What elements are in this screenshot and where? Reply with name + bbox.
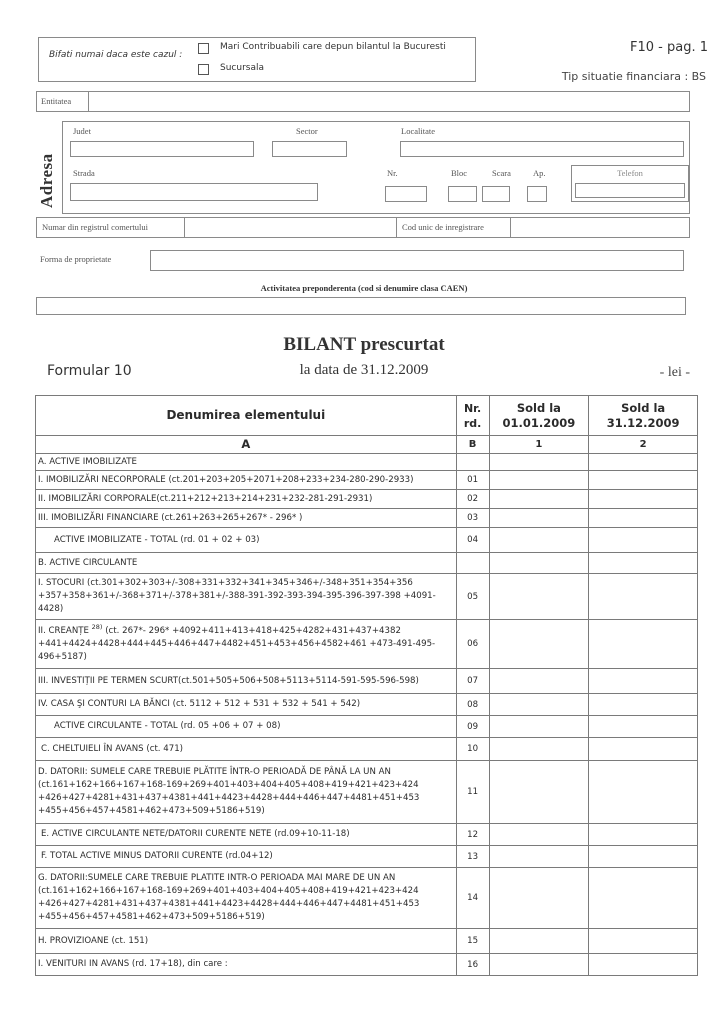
- address-title-text: Adresa: [37, 153, 56, 208]
- table-row: [36, 929, 698, 954]
- row-value-end[interactable]: [589, 574, 698, 620]
- row-value-start[interactable]: [489, 490, 589, 509]
- table-header-row: [36, 396, 698, 436]
- row-value-start[interactable]: [489, 716, 589, 738]
- row-nr: 04: [456, 528, 489, 553]
- row-value-start[interactable]: [489, 738, 589, 761]
- row-desc: I. STOCURI (ct.301+302+303+/-308+331+332+341+345+346+/-348+351+354+356 +357+358+361+/-368+371+/-378+381+/-388-391-392-393-394-395-396-397-398 +4091-4428): [36, 574, 457, 620]
- bloc-input[interactable]: [448, 186, 477, 202]
- row-value-end[interactable]: [589, 761, 698, 824]
- cui-label: Cod unic de inregistrare: [397, 218, 511, 237]
- row-value-end[interactable]: [589, 738, 698, 761]
- header-sold-end-line1: Sold la: [621, 400, 666, 415]
- row-desc: IV. CASA ŞI CONTURI LA BĂNCI (ct. 5112 + 512 + 531 + 532 + 541 + 542): [36, 694, 457, 716]
- row-value-end[interactable]: [589, 471, 698, 490]
- forma-proprietate-label: Forma de proprietate: [40, 254, 112, 264]
- registru-input[interactable]: [185, 218, 397, 237]
- row-nr: 15: [456, 929, 489, 954]
- row-value-end[interactable]: [589, 553, 698, 574]
- table-row: [36, 553, 698, 574]
- row-nr: 10: [456, 738, 489, 761]
- row-desc: II. IMOBILIZĂRI CORPORALE(ct.211+212+213+214+231+232-281-291-2931): [36, 490, 457, 509]
- row-value-start[interactable]: [489, 669, 589, 694]
- table-row: [36, 669, 698, 694]
- row-nr: 12: [456, 824, 489, 846]
- col-code-a: A: [36, 436, 457, 454]
- sector-input[interactable]: [272, 141, 347, 157]
- table-row-total: [36, 716, 698, 738]
- page-title: BILANT prescurtat: [283, 334, 445, 355]
- table-row: [36, 868, 698, 929]
- row-value-end[interactable]: [589, 669, 698, 694]
- row-value-start[interactable]: [489, 846, 589, 868]
- form-number: Formular 10: [47, 363, 132, 379]
- row-nr: 07: [456, 669, 489, 694]
- row-desc: [36, 620, 457, 669]
- col-code-1: 1: [489, 436, 589, 454]
- table-row: [36, 490, 698, 509]
- col-code-2: 2: [589, 436, 698, 454]
- report-date: la data de 31.12.2009: [299, 362, 429, 378]
- nr-label: Nr.: [387, 168, 398, 178]
- row-value-start[interactable]: [489, 761, 589, 824]
- telefon-box: [571, 165, 689, 202]
- row-desc: F. TOTAL ACTIVE MINUS DATORII CURENTE (rd.04+12): [36, 846, 457, 868]
- caen-label: Activitatea preponderenta (cod si denumire clasa CAEN): [260, 283, 468, 293]
- scara-label: Scara: [492, 168, 511, 178]
- nr-input[interactable]: [385, 186, 427, 202]
- row-nr: 09: [456, 716, 489, 738]
- table-row: [36, 620, 698, 669]
- row-desc: ACTIVE CIRCULANTE - TOTAL (rd. 05 +06 + 07 + 08): [36, 716, 457, 738]
- row-value-start[interactable]: [489, 528, 589, 553]
- header-sold-start-line2: 01.01.2009: [502, 415, 576, 430]
- row-value-end[interactable]: [589, 929, 698, 954]
- row-value-end[interactable]: [589, 490, 698, 509]
- header-sold-end: [589, 396, 698, 436]
- row-value-start[interactable]: [489, 553, 589, 574]
- row-value-start[interactable]: [489, 824, 589, 846]
- row-nr: 02: [456, 490, 489, 509]
- row-value-start[interactable]: [489, 868, 589, 929]
- footnote-ref: 28): [91, 622, 103, 631]
- header-nr-line1: Nr.: [463, 401, 482, 415]
- table-row: [36, 694, 698, 716]
- header-sold-start: [489, 396, 589, 436]
- row-nr: 08: [456, 694, 489, 716]
- checkbox-mari-contribuabili-label: Mari Contribuabili care depun bilantul la Bucuresti: [220, 42, 446, 52]
- judet-input[interactable]: [70, 141, 254, 157]
- row-value-start[interactable]: [489, 954, 589, 976]
- localitate-label: Localitate: [401, 126, 435, 136]
- row-value-end[interactable]: [589, 824, 698, 846]
- row-value-start[interactable]: [489, 929, 589, 954]
- header-denumire: Denumirea elementului: [36, 396, 457, 436]
- row-nr: 05: [456, 574, 489, 620]
- row-desc: A. ACTIVE IMOBILIZATE: [36, 454, 457, 471]
- balance-sheet-table: [35, 395, 698, 976]
- row-nr: 01: [456, 471, 489, 490]
- row-nr: 03: [456, 509, 489, 528]
- row-value-end[interactable]: [589, 846, 698, 868]
- sector-label: Sector: [296, 126, 318, 136]
- row-desc: H. PROVIZIOANE (ct. 151): [36, 929, 457, 954]
- row-value-start[interactable]: [489, 454, 589, 471]
- row-value-end[interactable]: [589, 509, 698, 528]
- row-value-end[interactable]: [589, 454, 698, 471]
- registru-label: Numar din registrul comertului: [37, 218, 185, 237]
- row-desc: B. ACTIVE CIRCULANTE: [36, 553, 457, 574]
- cui-input[interactable]: [511, 218, 689, 237]
- table-row: [36, 471, 698, 490]
- table-row: [36, 846, 698, 868]
- bloc-label: Bloc: [451, 168, 468, 178]
- row-nr: 11: [456, 761, 489, 824]
- table-row: [36, 738, 698, 761]
- row-value-end[interactable]: [589, 716, 698, 738]
- header-sold-start-line1: Sold la: [516, 400, 561, 415]
- table-row: [36, 824, 698, 846]
- table-row: [36, 574, 698, 620]
- forma-proprietate-input[interactable]: [150, 250, 684, 271]
- column-code-row: [36, 436, 698, 454]
- ap-input[interactable]: [527, 186, 547, 202]
- row-value-end[interactable]: [589, 868, 698, 929]
- currency-label: - lei -: [659, 365, 690, 380]
- row-value-start[interactable]: [489, 694, 589, 716]
- row-nr: [456, 454, 489, 471]
- row-value-end[interactable]: [589, 528, 698, 553]
- row-desc: ACTIVE IMOBILIZATE - TOTAL (rd. 01 + 02 + 03): [36, 528, 457, 553]
- table-row: [36, 454, 698, 471]
- row-value-end[interactable]: [589, 694, 698, 716]
- row-nr: [456, 553, 489, 574]
- row-desc: G. DATORII:SUMELE CARE TREBUIE PLATITE INTR-O PERIOADA MAI MARE DE UN AN (ct.161+162+166+167+168-169+269+401+403+404+405+408+419+421+423+424 +426+427+4281+431+437+4381+441+4423+4428+444+446+447+4481+451+453 +455+456+457+4581+462+473+509+5186+519): [36, 868, 457, 929]
- registry-row: [36, 217, 690, 238]
- telefon-input[interactable]: [575, 183, 685, 198]
- checkbox-sucursala-label: Sucursala: [220, 63, 264, 73]
- checkbox-sucursala[interactable]: [198, 64, 209, 75]
- judet-label: Judet: [73, 126, 91, 136]
- table-row: [36, 761, 698, 824]
- row-nr: 16: [456, 954, 489, 976]
- row-nr: 13: [456, 846, 489, 868]
- strada-input[interactable]: [70, 183, 318, 201]
- table-row: [36, 954, 698, 976]
- header-nr-line2: rd.: [463, 416, 482, 430]
- telefon-label: Telefon: [617, 168, 643, 178]
- localitate-input[interactable]: [400, 141, 684, 157]
- entity-input[interactable]: [90, 92, 689, 111]
- row-desc: III. IMOBILIZĂRI FINANCIARE (ct.261+263+265+267* - 296* ): [36, 509, 457, 528]
- row-desc: I. VENITURI IN AVANS (rd. 17+18), din care :: [36, 954, 457, 976]
- col-code-b: B: [456, 436, 489, 454]
- scara-input[interactable]: [482, 186, 510, 202]
- applicability-hint: Bifati numai daca este cazul :: [49, 50, 183, 60]
- entity-row: [36, 91, 690, 112]
- row-value-start[interactable]: [489, 574, 589, 620]
- address-section-title: [32, 148, 62, 208]
- row-desc-body: (ct. 267*- 296* +4092+411+413+418+425+4282+431+437+4382 +441+4424+4428+444+445+446+447+4482+451+453+456+4582+461 +473-491-495-496+5187): [38, 625, 436, 662]
- row-value-start[interactable]: [489, 509, 589, 528]
- caen-input[interactable]: [36, 297, 686, 315]
- row-value-start[interactable]: [489, 620, 589, 669]
- page-number: F10 - pag. 1: [630, 40, 708, 55]
- ap-label: Ap.: [533, 168, 546, 178]
- header-sold-end-line2: 31.12.2009: [606, 415, 680, 430]
- checkbox-mari-contribuabili[interactable]: [198, 43, 209, 54]
- applicability-box: [38, 37, 476, 82]
- header-nr-rd: [456, 396, 489, 436]
- row-desc: E. ACTIVE CIRCULANTE NETE/DATORII CURENTE NETE (rd.09+10-11-18): [36, 824, 457, 846]
- row-desc: D. DATORII: SUMELE CARE TREBUIE PLĂTITE ÎNTR-O PERIOADĂ DE PÂNĂ LA UN AN (ct.161+162+166+167+168-169+269+401+403+404+405+408+419+421+423+424 +426+427+4281+431+437+4381+441+4423+4428+444+446+447+4481+451+453 +455+456+457+4581+462+473+509+5186+519): [36, 761, 457, 824]
- row-desc: C. CHELTUIELI ÎN AVANS (ct. 471): [36, 738, 457, 761]
- row-value-end[interactable]: [589, 954, 698, 976]
- financial-statement-type: Tip situatie financiara : BS: [561, 70, 706, 83]
- row-desc-prefix: II. CREANȚE: [38, 625, 92, 636]
- table-row-total: [36, 528, 698, 553]
- row-value-end[interactable]: [589, 620, 698, 669]
- row-nr: 06: [456, 620, 489, 669]
- row-nr: 14: [456, 868, 489, 929]
- row-desc: III. INVESTIȚII PE TERMEN SCURT(ct.501+505+506+508+5113+5114-591-595-596-598): [36, 669, 457, 694]
- row-desc: I. IMOBILIZĂRI NECORPORALE (ct.201+203+205+2071+208+233+234-280-290-2933): [36, 471, 457, 490]
- row-value-start[interactable]: [489, 471, 589, 490]
- entity-label: Entitatea: [37, 92, 89, 111]
- table-row: [36, 509, 698, 528]
- strada-label: Strada: [73, 168, 95, 178]
